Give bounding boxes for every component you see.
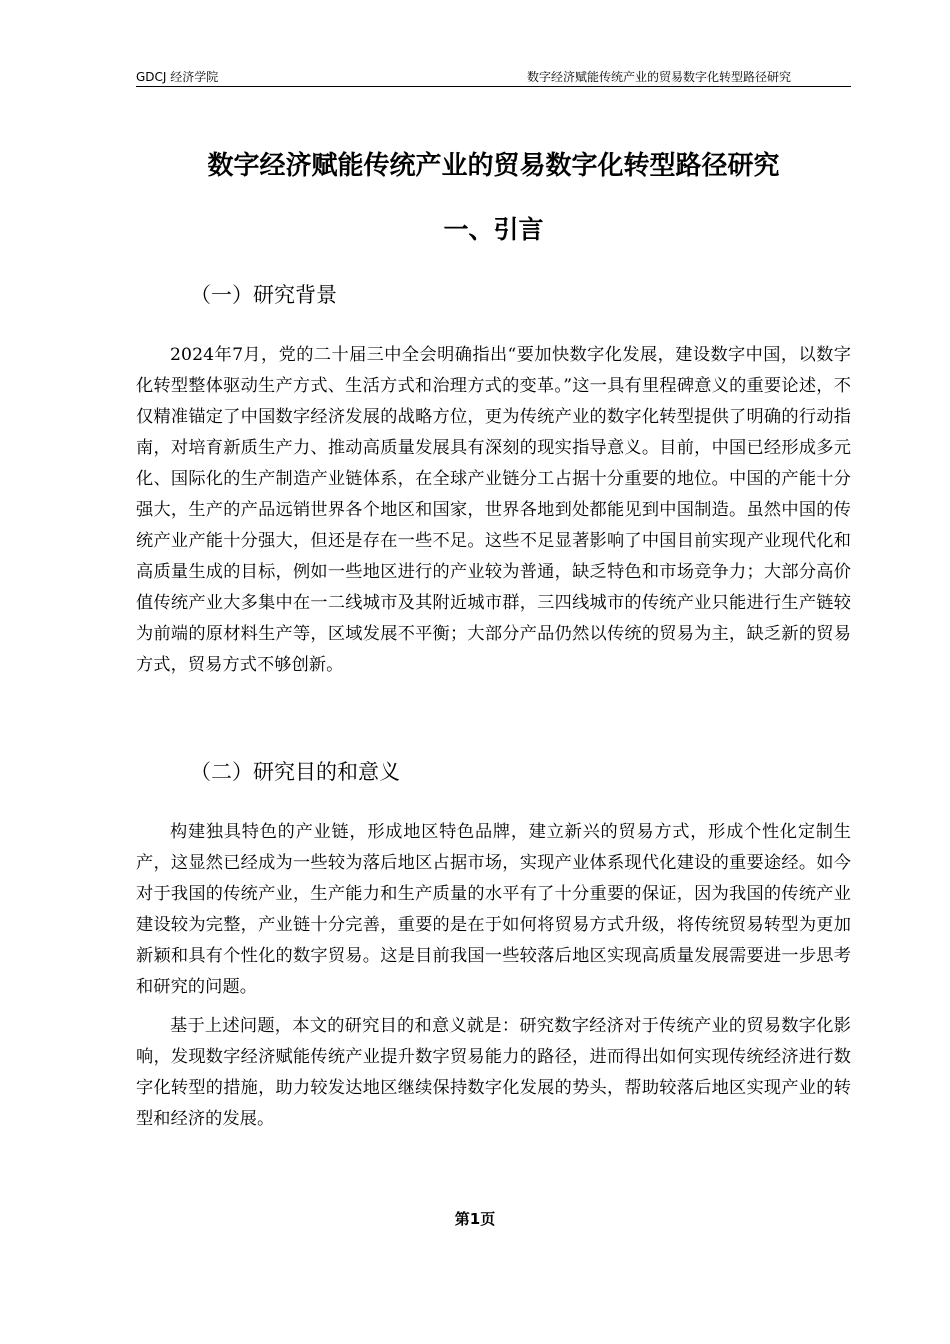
paragraph-background: 2024年7月，党的二十届三中全会明确指出“要加快数字化发展，建设数字中国，以数字化转型整体驱动生产方式、生活方式和治理方式的变革。”这一具有里程碑意义的重要论述，不仅精准锚定了中国数字经济发展的战略方位，更为传统产业的数字化转型提供了明确的行动指南，对培育新质生产力、推动高质量发展具有深刻的现实指导意义。目前，中国已经形成多元化、国际化的生产制造产业链体系，在全球产业链分工占据十分重要的地位。中国的产能十分强大，生产的产品远销世界各个地区和国家，世界各地到处都能见到中国制造。虽然中国的传统产业产能十分强大，但还是存在一些不足。这些不足显著影响了中国目前实现产业现代化和高质量生成的目标，例如一些地区进行的产业较为普通，缺乏特色和市场竞争力；大部分高价值传统产业大多集中在一二线城市及其附近城市群，三四线城市的传统产业只能进行生产链较为前端的原材料生产等，区域发展不平衡；大部分产品仍然以传统的贸易为主，缺乏新的贸易方式，贸易方式不够创新。	[136, 345, 851, 675]
page-header	[136, 68, 851, 86]
subsection-heading-purpose: （二）研究目的和意义	[190, 760, 400, 784]
header-running-title: 数字经济赋能传统产业的贸易数字化转型路径研究	[526, 70, 791, 84]
section-heading: 一、引言	[443, 215, 544, 244]
header-divider	[136, 86, 851, 87]
header-institution: GDCJ 经济学院	[136, 70, 219, 84]
paragraph-purpose-1: 构建独具特色的产业链，形成地区特色品牌，建立新兴的贸易方式，形成个性化定制生产，这显然已经成为一些较为落后地区占据市场，实现产业体系现代化建设的重要途经。如今对于我国的传统产业，生产能力和生产质量的水平有了十分重要的保证，因为我国的传统产业建设较为完整，产业链十分完善，重要的是在于如何将贸易方式升级，将传统贸易转型为更加新颖和具有个性化的数字贸易。这是目前我国一些较落后地区实现高质量发展需要进一步思考和研究的问题。	[136, 822, 851, 997]
paragraph-purpose-2: 基于上述问题，本文的研究目的和意义就是：研究数字经济对于传统产业的贸易数字化影响，发现数字经济赋能传统产业提升数字贸易能力的路径，进而得出如何实现传统经济进行数字化转型的措施，助力较发达地区继续保持数字化发展的势头，帮助较落后地区实现产业的转型和经济的发展。	[136, 1016, 851, 1129]
subsection-heading-background: （一）研究背景	[190, 283, 337, 307]
document-title: 数字经济赋能传统产业的贸易数字化转型路径研究	[207, 151, 780, 181]
page-number: 第1页	[454, 1210, 496, 1228]
